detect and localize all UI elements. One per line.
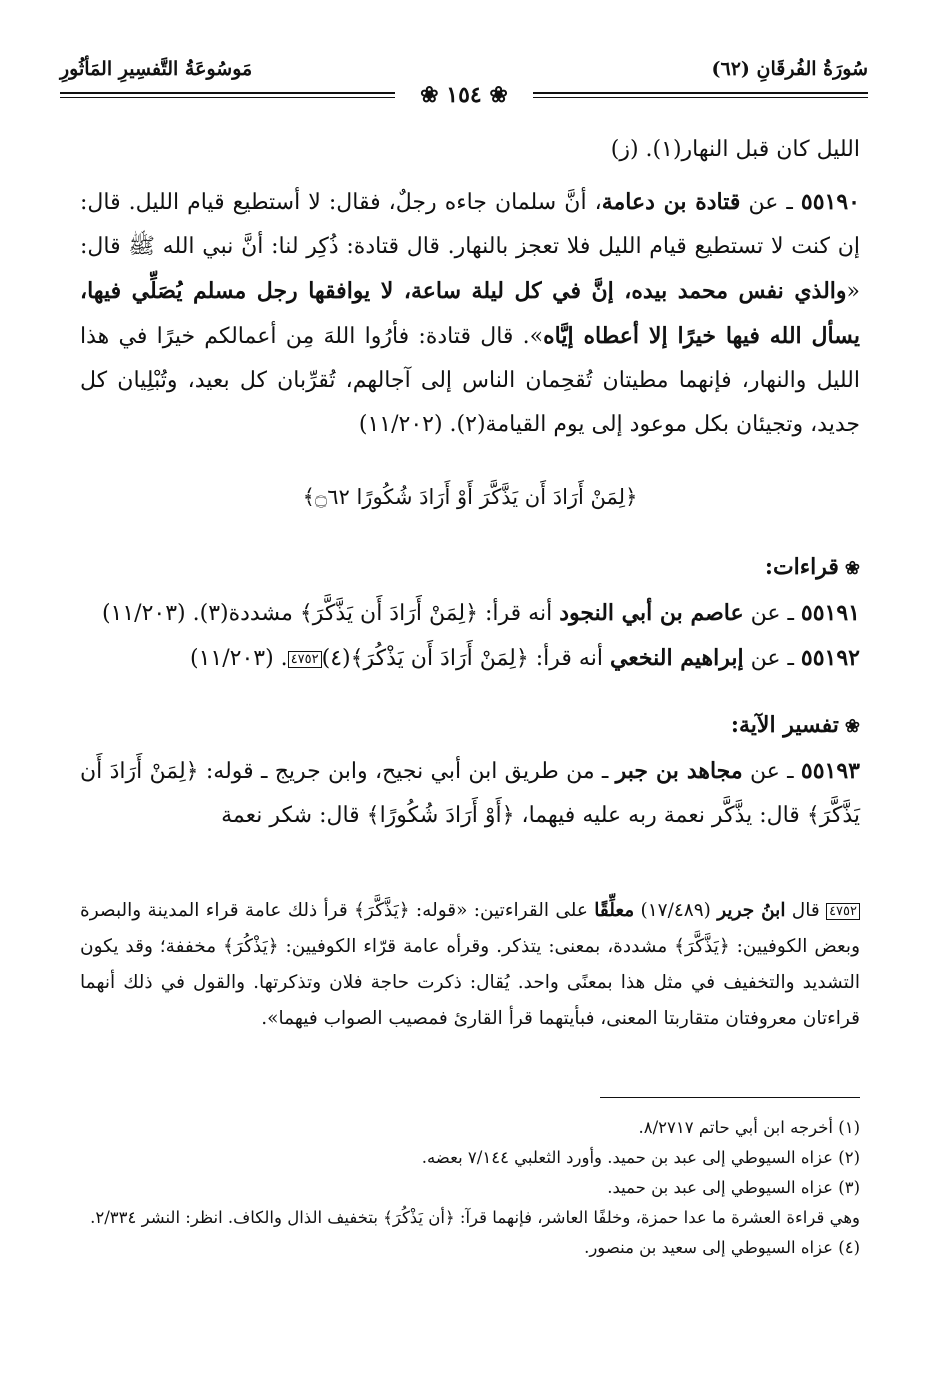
- main-text: [80, 128, 860, 838]
- narration-55193: [80, 749, 860, 838]
- section-title: تفسير الآية:: [730, 712, 839, 738]
- narration-55192: [80, 636, 860, 681]
- text-run: ـ عن: [742, 759, 801, 784]
- text-run: أنه قرأ: ﴿لِمَنْ أَرَادَ أَن يَذْكُرَ﴾(٤): [321, 646, 610, 671]
- book-title: مَوسُوعَةُ التَّفسِيرِ المَأثُورِ: [60, 58, 253, 80]
- page-number-value: ١٥٤: [446, 82, 482, 108]
- flower-icon: ❀: [844, 716, 860, 737]
- footnote-3-continued: وهي قراءة العشرة ما عدا حمزة، وخلفًا العاشر، فإنهما قرآ: ﴿أن يَذْكُرَ﴾ بتخفيف الذال والكاف. انظر: النشر ٢/٣٣٤.: [90, 1208, 860, 1227]
- text-run: ـ من طريق ابن أبي نجيح، وابن جريج ـ قوله: ﴿لِمَنْ أَرَادَ أَن يَذَّكَّرَ﴾ قال: يذَّكَّر نعمة ربه عليه فيهما، ﴿أَوْ أَرَادَ شُكُورًا﴾ قال: شكر نعمة: [80, 759, 860, 828]
- footnote-1: (١) أخرجه ابن أبي حاتم ٨/٢٧١٧.: [638, 1118, 860, 1137]
- note-label: معلِّقًا: [594, 900, 635, 921]
- text-run: ـ عن: [740, 190, 801, 215]
- footnote-2: (٢) عزاه السيوطي إلى عبد بن حميد. وأورد الثعلبي ٧/١٤٤ بعضه.: [421, 1148, 860, 1167]
- text-run: ». قال قتادة: فأرُوا اللهَ مِن أعمالكم خيرًا في هذا الليل والنهار، فإنهما مطيتان تُقحِمان الناس إلى آجالهم، تُقرِّبان كل بعيد، وتُبْلِيان كل جديد، وتجيئان بكل موعود إلى يوم القيامة(٢). (١١/٢٠٢): [80, 324, 860, 437]
- footnote-3: (٣) عزاه السيوطي إلى عبد بن حميد.: [607, 1178, 860, 1197]
- page-number: ❀ ١٥٤ ❀: [420, 82, 508, 108]
- narration-55190: [80, 180, 860, 447]
- section-title: قراءات:: [764, 554, 839, 580]
- page-header: [60, 52, 868, 112]
- text-run: (١٧/٤٨٩): [634, 900, 718, 921]
- narration-number: ٥٥١٩١: [800, 600, 860, 626]
- text-run: أنه قرأ: ﴿لِمَنْ أَرَادَ أَن يَذَّكَّرَ﴾ مشددة(٣). (١١/٢٠٣): [101, 601, 560, 626]
- narration-number: ٥٥١٩٣: [800, 758, 860, 784]
- text-run: . (١١/٢٠٣): [190, 646, 288, 671]
- note-reference-tag: ٤٧٥٢: [288, 651, 322, 668]
- quran-verse: ﴿لِمَنْ أَرَادَ أَن يَذَّكَّرَ أَوْ أَرَادَ شُكُورًا ۝٦٢﴾: [302, 485, 638, 509]
- editor-note: [80, 893, 860, 1037]
- narration-55191: [80, 591, 860, 636]
- footnotes: [80, 1113, 860, 1263]
- hadith-text: والذي نفس محمد بيده، إنَّ في كل ليلة ساعة، لا يوافقها رجل مسلم يُصَلِّي فيها، يسأل الله فيها خيرًا إلا أعطاه إيَّاه: [80, 278, 860, 349]
- narrator-name: قتادة بن دعامة: [601, 189, 741, 215]
- text-run: ، أنَّ سلمان جاءه رجلٌ، فقال: لا أستطيع قيام الليل. قال: إن كنت لا تستطيع قيام الليل فلا تعجز بالنهار. قال قتادة: ذُكِر لنا: أنَّ نبي الله ﷺ قال: «: [80, 190, 860, 304]
- section-heading-tafsir: [80, 703, 860, 749]
- narration-number: ٥٥١٩٢: [800, 645, 860, 671]
- text-run: على القراءتين: «قوله: ﴿يَذَّكَّرَ﴾ قرأ ذلك عامة قراء المدينة والبصرة وبعض الكوفيين: ﴿يَذَّكَّرَ﴾ مشددة، بمعنى: يتذكر. وقرأه عامة قرّاء الكوفيين: ﴿يَذْكُرَ﴾ مخففة؛ وقد يكون التشديد والتخفيف في مثل هذا بمعنًى واحد. يُقال: ذكرت حاجة فلان وتذكرتها. والقول في ذلك أنهما قراءتان معروفتان متقاربتا المعنى، فبأيتهما قرأ القارئ فمصيب الصواب فيهما».: [80, 900, 860, 1029]
- flower-icon: ❀: [844, 558, 860, 579]
- scholar-name: ابنُ جرير: [717, 900, 786, 921]
- narrator-name: عاصم بن أبي النجود: [559, 600, 744, 626]
- text-run: ـ عن: [743, 601, 801, 626]
- footnote-separator: [600, 1097, 860, 1098]
- text-run: قال: [785, 900, 827, 921]
- footnote-4: (٤) عزاه السيوطي إلى سعيد بن منصور.: [584, 1238, 860, 1257]
- continuation-line: الليل كان قبل النهار(١). (ز): [610, 137, 860, 162]
- narrator-name: مجاهد بن جبر: [615, 758, 743, 784]
- text-run: ـ عن: [743, 646, 801, 671]
- narration-number: ٥٥١٩٠: [800, 189, 860, 215]
- surah-title: سُورَةُ الفُرقَانِ (٦٢): [711, 58, 868, 80]
- narrator-name: إبراهيم النخعي: [609, 645, 744, 671]
- section-heading-readings: [80, 545, 860, 591]
- note-reference-tag: ٤٧٥٢: [826, 903, 860, 920]
